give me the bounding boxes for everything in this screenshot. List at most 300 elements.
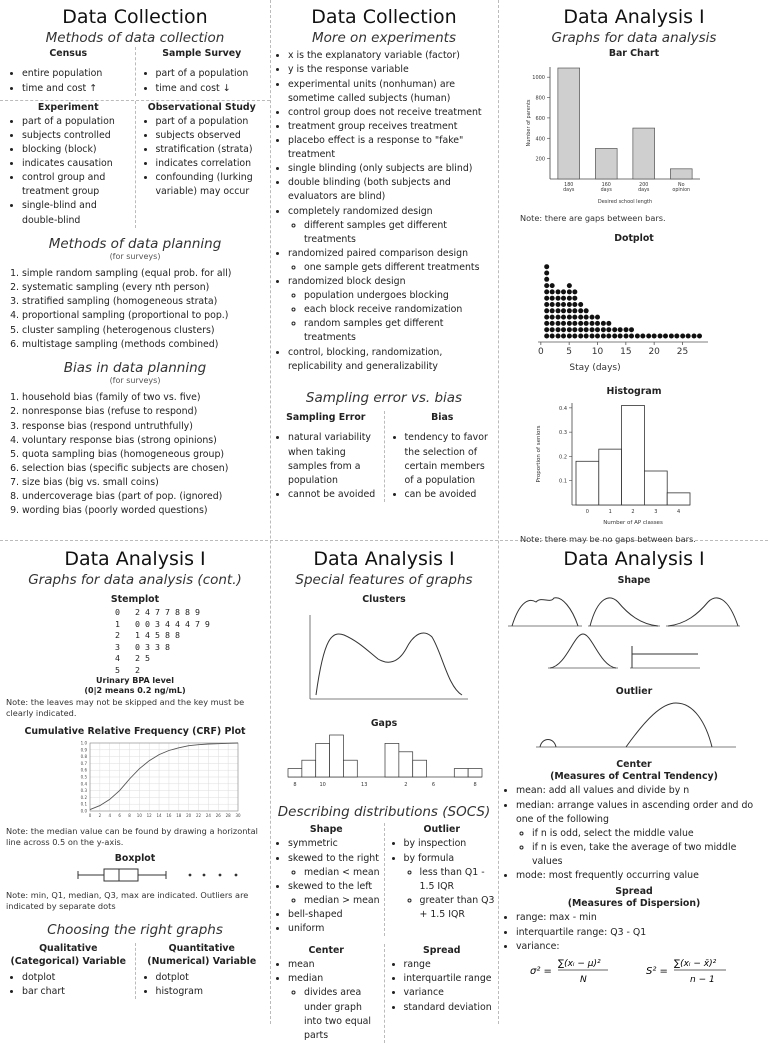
list-item: 1. simple random sampling (equal prob. for all) [22, 267, 270, 281]
histogram-bar [622, 405, 645, 505]
dot [618, 327, 623, 332]
dot [556, 289, 561, 294]
dot [663, 333, 668, 338]
dot [624, 333, 629, 338]
x-tick-label: 0 [88, 813, 92, 819]
dot [686, 333, 691, 338]
gaps-title: Gaps [370, 717, 398, 729]
x-tick-label: 10 [319, 781, 326, 788]
sub-list-item: ◦ less than Q1 - 1.5 IQR [420, 866, 497, 894]
y-tick-label: 0.1 [559, 478, 567, 485]
dot [544, 321, 549, 326]
list-item [288, 78, 496, 106]
sub-list [288, 219, 496, 247]
list-item: 4. proportional sampling (proportional to pop.) [22, 309, 270, 323]
dot [556, 308, 561, 313]
crf-title: Cumulative Relative Frequency (CRF) Plot [24, 725, 246, 737]
list-item [404, 1001, 497, 1015]
x-tick-label: 4 [677, 508, 681, 515]
list-item [288, 346, 496, 374]
quantitative-heading: Quantitative (Numerical) Variable [147, 943, 257, 967]
sampling-heading: Sampling error vs. bias [305, 389, 463, 406]
stem: 1 [115, 618, 120, 629]
list-item-text: skewed to the right [288, 852, 379, 864]
list-item-text: variance [403, 987, 444, 999]
planning-heading: Methods of data planning [48, 235, 222, 252]
list-item-text: experimental units (nonhuman) are sometime called subjects (human) [288, 78, 455, 104]
dot [550, 321, 555, 326]
list-item: 9. wording bias (poorly worded questions) [22, 504, 270, 518]
dot [669, 333, 674, 338]
dot [572, 289, 577, 294]
crf-plot [0, 739, 270, 821]
center-heading: Center [308, 945, 344, 957]
stem: 0 [115, 607, 120, 618]
sub-list-item: ◦ one sample gets different treatments [304, 261, 496, 275]
skewed-right-shape [588, 598, 660, 626]
list-item: 5. cluster sampling (heterogenous clusters) [22, 324, 270, 338]
list-item: • time and cost ↑ [22, 82, 131, 96]
boxplot [0, 866, 270, 884]
gap-bar [343, 760, 357, 777]
list-item: • subjects controlled [22, 129, 131, 143]
list-item: • time and cost ↓ [156, 82, 265, 96]
center-title: Center [616, 759, 652, 771]
sub-list [404, 866, 497, 922]
sampling-error-list [272, 431, 380, 502]
sample-variance-formula [646, 959, 726, 985]
x-tick-label: 10 [591, 346, 604, 357]
sub-list [288, 261, 496, 275]
dot [590, 321, 595, 326]
shape-heading: Shape [309, 824, 343, 836]
dot [601, 333, 606, 338]
x-tick-label: 15 [620, 346, 632, 357]
uniform-shape [630, 646, 700, 668]
boxplot-outlier [203, 874, 206, 877]
x-tick-label: 6 [118, 813, 121, 819]
dot [567, 333, 572, 338]
dot [550, 333, 555, 338]
dot [561, 289, 566, 294]
x-tick-label: No [677, 183, 685, 189]
list-item: 1. household bias (family of two vs. five) [22, 391, 270, 405]
list-item [288, 880, 381, 908]
dot [544, 333, 549, 338]
dot [601, 327, 606, 332]
list-item [288, 49, 496, 63]
x-tick-label: 22 [195, 813, 202, 819]
bias-heading: Bias [431, 412, 454, 424]
list-item-text: control, blocking, randomization, replicability and generalizability [288, 346, 443, 372]
outlier-title: Outlier [615, 685, 653, 697]
gap-bar [302, 760, 316, 777]
sub-list [288, 289, 496, 345]
list-item-text: skewed to the left [288, 880, 373, 892]
histogram [500, 399, 768, 529]
list-item: 2. systematic sampling (every nth person) [22, 281, 270, 295]
x-tick-label: 8 [128, 813, 131, 819]
histogram-bar [599, 449, 622, 505]
outlier-bump [540, 740, 556, 748]
dot [612, 327, 617, 332]
list-item: • indicates causation [22, 157, 131, 171]
observational-study-list [140, 115, 265, 200]
x-tick-label: 12 [146, 813, 152, 819]
stemplot [115, 607, 270, 676]
y-tick-label: 400 [535, 136, 545, 143]
y-tick-label: 0.4 [559, 405, 567, 412]
panel-more-on-experiments [272, 6, 496, 536]
list-item: • stratification (strata) [156, 143, 265, 157]
sub-list-item: ◦ median > mean [304, 894, 381, 908]
list-item: • control group and treatment group [22, 171, 131, 199]
dot [584, 321, 589, 326]
dot [544, 308, 549, 313]
dot [578, 302, 583, 307]
y-tick-label: 0.2 [559, 454, 567, 461]
y-tick-label: 0.2 [80, 794, 87, 800]
dot [567, 283, 572, 288]
stem: 2 [115, 630, 120, 641]
dot [680, 333, 685, 338]
column-divider-right [498, 0, 499, 1024]
list-item: • tendency to favor the selection of certain members of a population [405, 431, 497, 487]
x-tick-label: 2 [98, 813, 102, 819]
dot [572, 302, 577, 307]
list-item [288, 852, 381, 880]
list-item: • part of a population [22, 115, 131, 129]
list-item-text: mode: most frequently occurring value [516, 870, 699, 882]
x-tick-label: 13 [361, 781, 368, 788]
panel-subtitle: Special features of graphs [295, 571, 473, 588]
leaves: 1 4 5 8 8 [135, 630, 180, 641]
boxplot-outlier [219, 874, 222, 877]
boxplot-title: Boxplot [114, 853, 156, 865]
x-tick-label: 160 [601, 183, 611, 189]
stemplot-row [115, 665, 270, 676]
panel-title: Data Collection [311, 6, 457, 28]
dot [544, 270, 549, 275]
list-item [516, 869, 768, 883]
y-tick-label: 800 [535, 95, 545, 102]
dot [567, 314, 572, 319]
choose-graphs-heading: Choosing the right graphs [47, 921, 223, 938]
bias-list [389, 431, 497, 502]
y-tick-label: 0.0 [80, 808, 87, 814]
spread-title: Spread [615, 886, 653, 898]
sub-list-item: ◦ greater than Q3 + 1.5 IQR [420, 894, 497, 922]
list-item [288, 908, 381, 922]
stemplot-key: (0|2 means 0.2 ng/mL) [84, 686, 186, 696]
histogram-note: Note: there may be no gaps between bars. [520, 534, 696, 545]
variance-formulas [500, 954, 768, 988]
svg-text:σ² =: σ² = [530, 965, 552, 977]
list-item: • dotplot [22, 971, 131, 985]
list-item: 3. stratified sampling (homogeneous strata) [22, 295, 270, 309]
list-item [516, 784, 768, 798]
center-subtitle: (Measures of Central Tendency) [550, 771, 718, 783]
x-tick-label: 1 [608, 508, 612, 515]
panel-subtitle: Methods of data collection [45, 29, 225, 46]
svg-text:n − 1: n − 1 [690, 974, 715, 985]
leaves: 0 0 3 4 4 4 7 9 [135, 618, 210, 629]
list-item [404, 958, 497, 972]
dot [629, 333, 634, 338]
list-item: • cannot be avoided [288, 488, 380, 502]
y-tick-label: 1000 [532, 75, 545, 82]
x-tick-label: 25 [676, 346, 689, 357]
leaves: 2 5 [135, 653, 150, 664]
list-item [404, 837, 497, 851]
list-item [288, 134, 496, 162]
experiment-heading: Experiment [37, 101, 99, 113]
experiments-list [272, 49, 496, 374]
x-tick-label: 20 [186, 813, 192, 819]
dot [658, 333, 663, 338]
list-item: 4. voluntary response bias (strong opinions) [22, 434, 270, 448]
y-tick-label: 0.6 [80, 767, 87, 773]
x-tick-label: 0 [537, 346, 544, 357]
svg-text:N: N [580, 974, 587, 985]
svg-text:S² =: S² = [646, 965, 668, 977]
bar-chart-title: Bar Chart [608, 48, 660, 60]
spread-heading: Spread [423, 945, 461, 957]
shape-list [272, 837, 381, 936]
sub-list-item: ◦ divides area under graph into two equal parts [304, 986, 381, 1042]
leaves: 0 3 3 8 [135, 641, 170, 652]
list-item [288, 837, 381, 851]
stemplot-caption: Urinary BPA level [96, 676, 174, 686]
dot [544, 276, 549, 281]
dot [567, 327, 572, 332]
list-item: • range: max - min [516, 911, 768, 925]
stemplot-row [115, 642, 270, 653]
list-item: 6. selection bias (specific subjects are chosen) [22, 462, 270, 476]
boxplot-note: Note: min, Q1, median, Q3, max are indicated. Outliers are indicated by separate dots [6, 889, 249, 911]
dot [578, 308, 583, 313]
dot [567, 295, 572, 300]
dot [652, 333, 657, 338]
list-item-text: interquartile range [403, 973, 492, 985]
gaps-chart [272, 731, 496, 793]
stem: 3 [115, 641, 120, 652]
y-tick-label: 200 [535, 157, 545, 164]
dot [584, 308, 589, 313]
sub-list-item: ◦ different samples get different treatments [304, 219, 496, 247]
x-tick-label: days [600, 188, 612, 194]
dot [556, 302, 561, 307]
dot [556, 295, 561, 300]
dot [572, 333, 577, 338]
sub-list-item: ◦ if n is even, take the average of two middle values [532, 841, 768, 869]
observational-study-heading: Observational Study [147, 101, 256, 113]
list-item-text: double blinding (both subjects and evaluators are blind) [288, 177, 451, 203]
list-item [288, 275, 496, 346]
panel-subtitle: Graphs for data analysis [551, 29, 717, 46]
dot [674, 333, 679, 338]
sub-list-item: ◦ if n is odd, select the middle value [532, 827, 768, 841]
x-tick-label: 2 [631, 508, 635, 515]
dot [584, 314, 589, 319]
svg-text:∑(xᵢ − μ)²: ∑(xᵢ − μ)² [558, 958, 601, 969]
sub-list-item: ◦ population undergoes blocking [304, 289, 496, 303]
list-item-text: x is the explanatory variable (factor) [288, 50, 460, 62]
sample-survey-heading: Sample Survey [162, 48, 242, 60]
dot [595, 314, 600, 319]
panel-title: Data Analysis I [313, 548, 455, 570]
list-item: • part of a population [156, 115, 265, 129]
dot [544, 295, 549, 300]
x-tick-label: 180 [564, 183, 574, 189]
dot [646, 333, 651, 338]
x-tick-label: 30 [235, 813, 241, 819]
list-item [404, 852, 497, 923]
y-axis-label: Proportion of seniors [536, 425, 542, 483]
dot [544, 283, 549, 288]
stemplot-row [115, 619, 270, 630]
sampling-error-heading: Sampling Error [286, 412, 366, 424]
y-tick-label: 0.5 [80, 774, 87, 780]
sub-list-item: ◦ each block receive randomization [304, 303, 496, 317]
list-item [288, 958, 381, 972]
population-variance-formula [530, 959, 608, 985]
list-item: • blocking (block) [22, 143, 131, 157]
list-item-text: mean [288, 959, 315, 971]
list-item: • interquartile range: Q3 - Q1 [516, 926, 768, 940]
panel-title: Data Analysis I [64, 548, 206, 570]
list-item-text: standard deviation [403, 1001, 492, 1013]
list-item-text: median: arrange values in ascending order and do one of the following [516, 799, 754, 825]
crf-line [90, 743, 238, 810]
x-tick-label: 18 [176, 813, 182, 819]
list-item: 7. size bias (big vs. small coins) [22, 476, 270, 490]
center-measures-list [500, 784, 768, 883]
dot [544, 302, 549, 307]
dot [550, 295, 555, 300]
dot [692, 333, 697, 338]
dot [567, 308, 572, 313]
sub-list [288, 986, 381, 1042]
list-item: • subjects observed [156, 129, 265, 143]
list-item: • single-blind and double-blind [22, 199, 131, 227]
list-item-text: range [403, 959, 431, 971]
outlier-heading: Outlier [423, 824, 461, 836]
gap-bar [454, 768, 468, 776]
dot [544, 314, 549, 319]
x-tick-label: 6 [431, 781, 436, 788]
dot [640, 333, 645, 338]
bar [633, 128, 655, 179]
list-item: • can be avoided [405, 488, 497, 502]
x-tick-label: 26 [215, 813, 221, 819]
dot [561, 333, 566, 338]
outlier-list [388, 837, 497, 922]
list-item [288, 106, 496, 120]
x-tick-label: 200 [639, 183, 649, 189]
dot [624, 327, 629, 332]
histogram-bar [576, 461, 599, 505]
list-item: • part of a population [156, 67, 265, 81]
sub-list [288, 894, 381, 908]
x-tick-label: 2 [404, 781, 408, 788]
dot [697, 333, 702, 338]
dotplot [500, 246, 768, 376]
x-tick-label: days [638, 188, 650, 194]
x-tick-label: 0 [585, 508, 589, 515]
dot [550, 314, 555, 319]
dot [578, 333, 583, 338]
list-item [288, 205, 496, 247]
crf-note: Note: the median value can be found by drawing a horizontal line across 0.5 on the y-axis. [6, 826, 258, 848]
sample-survey-list [140, 67, 265, 95]
list-item: 8. undercoverage bias (part of pop. (ignored) [22, 490, 270, 504]
stem: 5 [115, 664, 120, 675]
dot [572, 314, 577, 319]
panel-title: Data Collection [62, 6, 208, 28]
dot [606, 327, 611, 332]
y-tick-label: 600 [535, 116, 545, 123]
y-axis-label: Number of parents [526, 99, 532, 147]
panel-special-features [272, 548, 496, 1041]
list-item [516, 799, 768, 870]
gap-bar [288, 768, 302, 776]
list-item-text: placebo effect is a response to "fake" treatment [288, 134, 464, 161]
panel-measures [500, 548, 768, 1024]
dot [567, 302, 572, 307]
sub-list [516, 827, 768, 869]
bell-shaped-shape [548, 634, 618, 668]
gap-bar [468, 768, 482, 776]
list-item: 3. response bias (respond untruthfully) [22, 420, 270, 434]
socs-heading: Describing distributions (SOCS) [277, 803, 491, 820]
boxplot-box [104, 869, 138, 881]
x-tick-label: 16 [166, 813, 172, 819]
dot [578, 327, 583, 332]
dot [606, 333, 611, 338]
dot [544, 289, 549, 294]
histogram-bar [644, 471, 667, 505]
dot [561, 308, 566, 313]
list-item-text: treatment group receives treatment [288, 120, 458, 132]
shape-diagrams [500, 588, 768, 680]
dot [556, 333, 561, 338]
leaves: 2 [135, 664, 140, 675]
stemplot-note: Note: the leaves may not be skipped and the key must be clearly indicated. [6, 696, 245, 718]
center-list [272, 958, 381, 1043]
bar [670, 169, 692, 179]
list-item-text: randomized block design [288, 276, 406, 288]
panel-graphs-cont [0, 548, 270, 1024]
y-tick-label: 0.4 [80, 781, 87, 787]
dot [590, 327, 595, 332]
dot [561, 314, 566, 319]
list-item [404, 972, 497, 986]
dot [550, 283, 555, 288]
dot [544, 264, 549, 269]
clusters-curve [316, 633, 462, 695]
list-item-text: completely randomized design [288, 205, 433, 217]
sub-list-item: ◦ median < mean [304, 866, 381, 880]
list-item-text: mean: add all values and divide by n [516, 785, 690, 797]
list-item-text: symmetric [288, 838, 338, 850]
dot [572, 327, 577, 332]
gap-bar [385, 743, 399, 777]
x-axis-label: Stay (days) [569, 362, 621, 373]
dot [550, 302, 555, 307]
dot [595, 321, 600, 326]
clusters-title: Clusters [362, 594, 406, 606]
